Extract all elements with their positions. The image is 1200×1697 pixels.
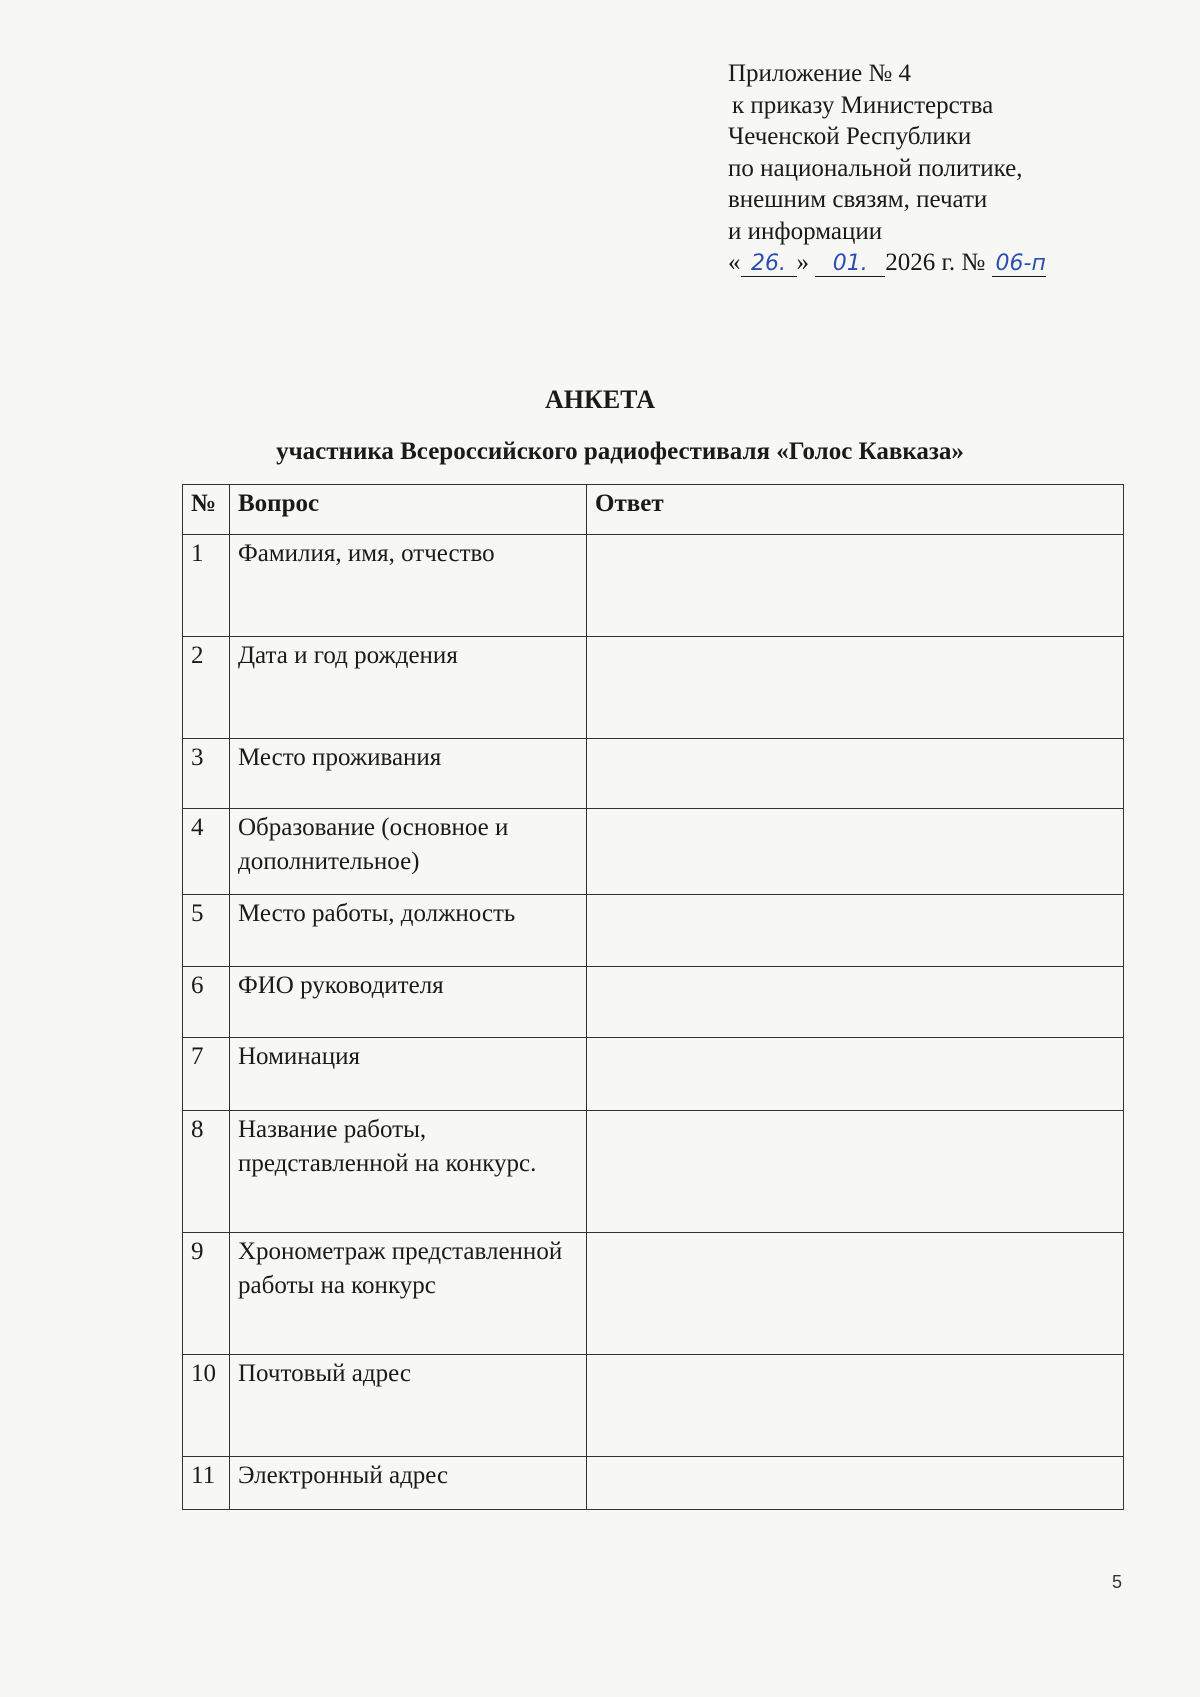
row-answer-cell[interactable] (587, 1038, 1124, 1111)
table-row (183, 535, 1124, 637)
appendix-line: Приложение № 4 (728, 60, 912, 87)
row-number: 10 (183, 1355, 230, 1457)
row-question: Место проживания (230, 739, 587, 809)
table-row (183, 1355, 1124, 1457)
row-answer-cell[interactable] (587, 895, 1124, 967)
table-row (183, 739, 1124, 809)
table-row (183, 1038, 1124, 1111)
row-question: Почтовый адрес (230, 1355, 587, 1457)
table-row (183, 967, 1124, 1038)
row-question: Место работы, должность (230, 895, 587, 967)
row-question: Номинация (230, 1038, 587, 1111)
handwritten-month: 01. (815, 252, 885, 277)
row-number: 2 (183, 637, 230, 739)
row-number: 7 (183, 1038, 230, 1111)
appendix-line: Чеченской Республики (728, 123, 972, 150)
row-number: 6 (183, 967, 230, 1038)
header-question: Вопрос (230, 485, 587, 535)
row-answer-cell[interactable] (587, 535, 1124, 637)
appendix-line: к приказу Министерства (732, 91, 994, 119)
handwritten-order-number: 06-п (992, 252, 1046, 277)
row-number: 4 (183, 809, 230, 895)
order-year: 2026 г. № (885, 249, 986, 276)
page-number: 5 (1112, 1572, 1123, 1592)
document-subtitle: участника Всероссийского радиофестиваля «Голос Кавказа» (276, 438, 964, 465)
row-answer-cell[interactable] (587, 1233, 1124, 1355)
table-row (183, 1111, 1124, 1233)
handwritten-day: 26. (741, 252, 797, 277)
row-answer-cell[interactable] (587, 1457, 1124, 1510)
table-row (183, 809, 1124, 895)
row-number: 8 (183, 1111, 230, 1233)
appendix-line: по национальной политике, (728, 154, 1023, 182)
table-row (183, 895, 1124, 967)
row-answer-cell[interactable] (587, 967, 1124, 1038)
row-number: 5 (183, 895, 230, 967)
row-question: ФИО руководителя (230, 967, 587, 1038)
order-date-line (728, 247, 1046, 279)
row-number: 9 (183, 1233, 230, 1355)
row-answer-cell[interactable] (587, 1111, 1124, 1233)
close-quote: » (796, 249, 809, 276)
row-question: Хронометраж представленной работы на конкурс (230, 1233, 587, 1355)
table-row (183, 1233, 1124, 1355)
row-answer-cell[interactable] (587, 637, 1124, 739)
row-question: Дата и год рождения (230, 637, 587, 739)
row-number: 1 (183, 535, 230, 637)
row-answer-cell[interactable] (587, 1355, 1124, 1457)
row-question: Фамилия, имя, отчество (230, 535, 587, 637)
row-number: 11 (183, 1457, 230, 1510)
row-answer-cell[interactable] (587, 739, 1124, 809)
table-header-row (183, 485, 1124, 535)
row-question: Название работы, представленной на конкурс. (230, 1111, 587, 1233)
row-question: Электронный адрес (230, 1457, 587, 1510)
row-answer-cell[interactable] (587, 809, 1124, 895)
header-number: № (183, 485, 230, 535)
appendix-block (728, 58, 1046, 279)
header-answer: Ответ (587, 485, 1124, 535)
appendix-line: и информации (728, 217, 883, 245)
table-row (183, 637, 1124, 739)
questionnaire-table (182, 484, 1124, 1510)
document-title: АНКЕТА (544, 385, 656, 414)
table-row (183, 1457, 1124, 1510)
appendix-line: внешним связям, печати (728, 186, 988, 213)
open-quote: « (728, 249, 741, 276)
row-question: Образование (основное и дополнительное) (230, 809, 587, 895)
row-number: 3 (183, 739, 230, 809)
